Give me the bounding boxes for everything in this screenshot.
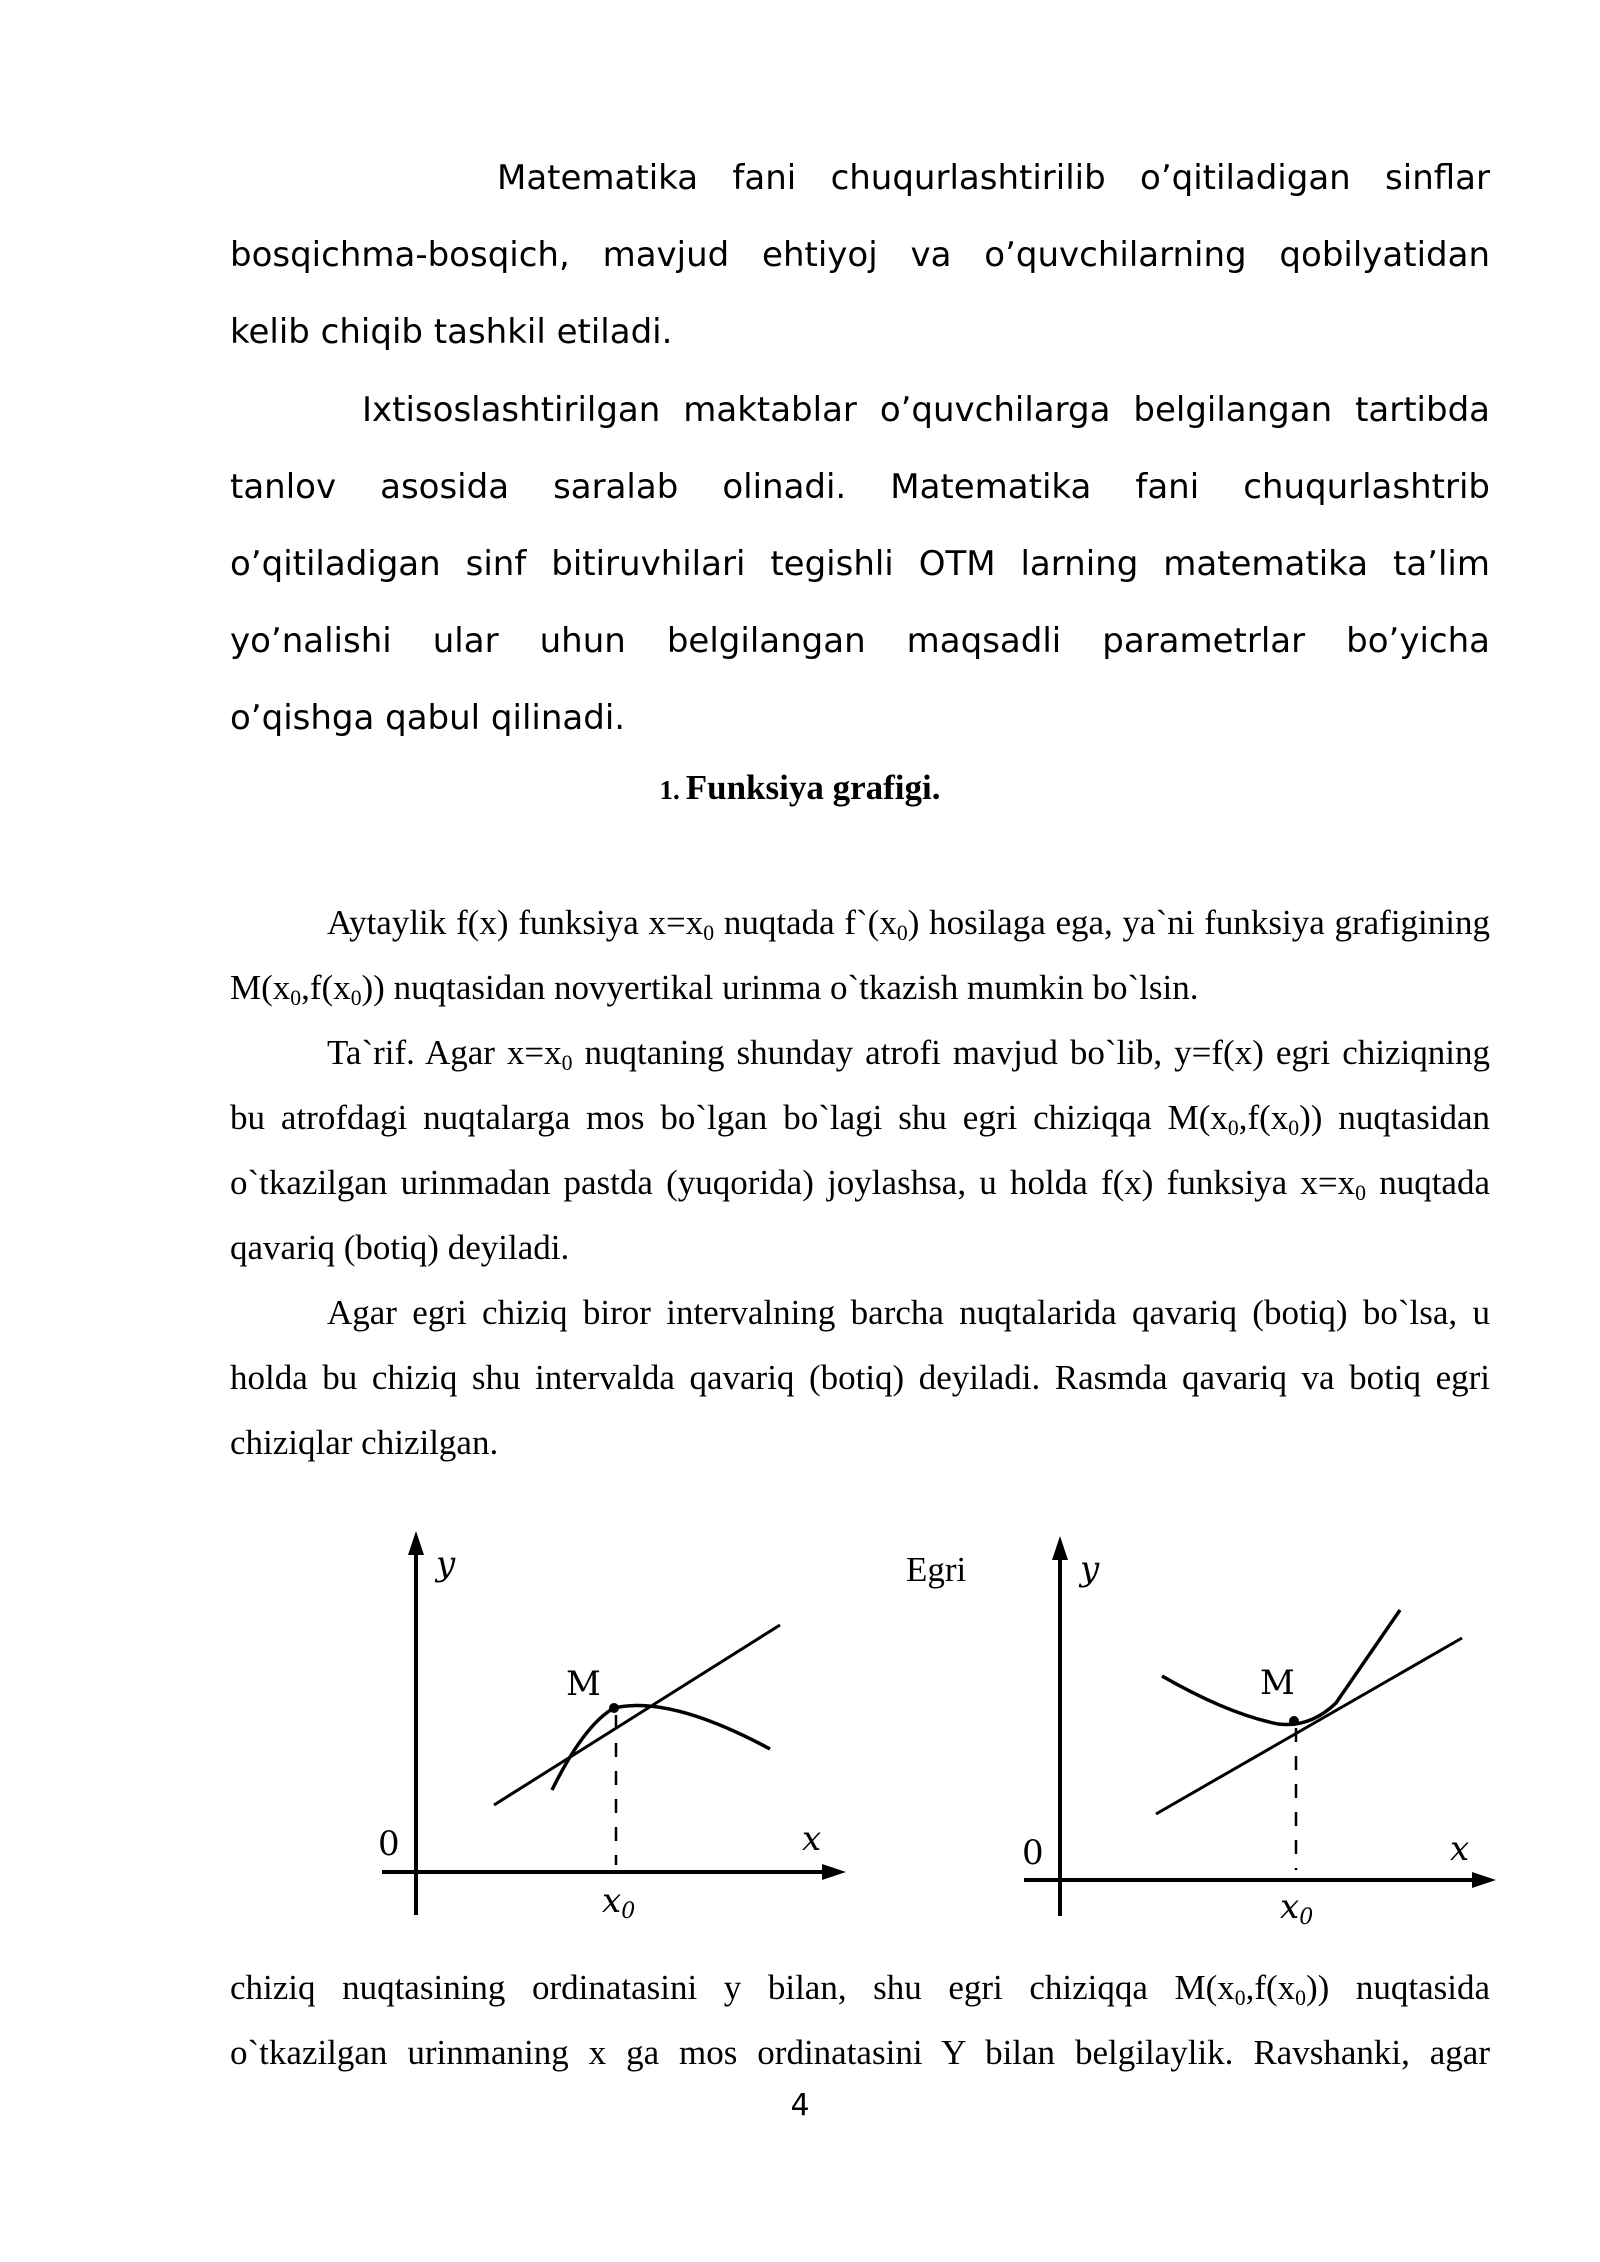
- tangent-point-m: [1289, 1716, 1299, 1726]
- convex-graph-figure: [370, 1525, 850, 1945]
- origin-label: 0: [1022, 1833, 1044, 1873]
- y-axis-label: y: [1080, 1549, 1100, 1589]
- point-m-label: M: [566, 1664, 601, 1704]
- tangent-line: [1156, 1638, 1462, 1814]
- paragraph-6-line-1: chiziq nuqtasining ordinatasini y bilan, shu egri chiziqqa $M(x_0,f(x_0))$ nuqtasida: [230, 1968, 1491, 2011]
- paragraph-1-line-1: Matematika fani chuqurlashtirilib o’qitiladigan sinflar: [497, 158, 1490, 198]
- paragraph-2-line-5: o’qishga qabul qilinadi.: [230, 698, 626, 738]
- paragraph-1-line-3: kelib chiqib tashkil etiladi.: [230, 312, 673, 352]
- x-axis-arrow: [1472, 1872, 1496, 1888]
- x-axis-arrow: [822, 1864, 846, 1880]
- section-title: Funksiya grafigi.: [685, 768, 941, 807]
- page-number: 4: [790, 2088, 810, 2123]
- paragraph-5: Agar egri chiziq biror intervalning barcha nuqtalarida qavariq (botiq) bo`lsa, u holda bu chiziq shu intervalda qavariq (botiq) deyiladi. Rasmda qavariq va botiq egri chiziqlar chizilgan.: [230, 1293, 1490, 1462]
- y-axis-label: y: [436, 1544, 456, 1584]
- tangent-line: [494, 1625, 780, 1805]
- paragraph-2-line-1: Ixtisoslashtirilgan maktablar o’quvchilarga belgilangan tartibda: [362, 390, 1490, 430]
- x-axis-label: x: [1450, 1829, 1470, 1869]
- paragraph-6-line-2: o`tkazilgan urinmaning x ga mos ordinatasini Y bilan belgilaylik. Ravshanki, agar: [230, 2033, 1490, 2072]
- y-axis-arrow: [1052, 1536, 1068, 1560]
- x-axis-label: x: [802, 1819, 822, 1859]
- paragraph-1-line-2: bosqichma-bosqich, mavjud ehtiyoj va o’quvchilarning qobilyatidan: [230, 235, 1490, 275]
- x0-label: x0: [602, 1881, 636, 1924]
- figure-middle-text: Egri: [906, 1550, 967, 1589]
- paragraph-2-line-4: yo’nalishi ular uhun belgilangan maqsadli parametrlar bo’yicha: [230, 621, 1490, 661]
- paragraph-4-definition: Ta`rif. Agar $x=x_0$ nuqtaning shunday atrofi mavjud bo`lib, y=f(x) egri chiziqning bu atrofdagi nuqtalarga mos bo`lgan bo`lagi shu egri chiziqqa $M(x_0,f(x_0))$ nuqtasidan o`tkazilgan urinmadan pastda (yuqorida) joylashsa, u holda f(x) funksiya $x=x_0$ nuqtada qavariq (botiq) deyiladi.: [230, 1033, 1491, 1267]
- paragraph-2-line-2: tanlov asosida saralab olinadi. Matematika fani chuqurlashtrib: [230, 467, 1490, 507]
- y-axis-arrow: [408, 1531, 424, 1555]
- paragraph-2-line-3: o’qitiladigan sinf bitiruvhilari tegishli OTM larning matematika ta’lim: [230, 544, 1490, 584]
- point-m-label: M: [1260, 1663, 1295, 1703]
- concave-graph-figure: [1010, 1528, 1500, 1948]
- x0-label: x0: [1280, 1887, 1314, 1930]
- section-heading: [0, 768, 1600, 808]
- paragraph-3: Aytaylik f(x) funksiya $x=x_0$ nuqtada $f`(x_0)$ hosilaga ega, ya`ni funksiya grafigining $M(x_0,f(x_0))$ nuqtasidan novyertikal urinma o`tkazish mumkin bo`lsin.: [230, 903, 1490, 1011]
- section-number: 1.: [659, 775, 680, 805]
- origin-label: 0: [378, 1824, 400, 1864]
- tangent-point-m: [609, 1703, 619, 1713]
